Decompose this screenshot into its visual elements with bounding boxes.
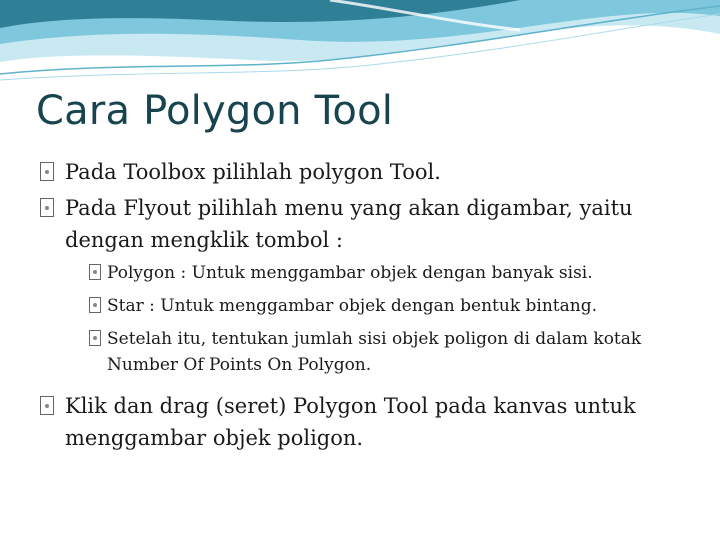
- box-bullet-icon: [89, 330, 101, 346]
- box-bullet-icon: [40, 162, 54, 181]
- box-bullet-icon: [89, 297, 101, 313]
- header-wave-decoration: [0, 0, 720, 90]
- sub-bullet-item: [89, 326, 700, 378]
- sub-bullet-text: Polygon : Untuk menggambar objek dengan banyak sisi.: [107, 263, 593, 283]
- slide-title: Cara Polygon Tool: [36, 88, 394, 134]
- bullet-item: [40, 156, 700, 188]
- bullet-list: [40, 156, 700, 458]
- sub-bullet-text: Setelah itu, tentukan jumlah sisi objek poligon di dalam kotak Number Of Points On Polygon.: [107, 329, 642, 375]
- bullet-item: [40, 390, 700, 454]
- box-bullet-icon: [89, 264, 101, 280]
- sub-bullet-item: [89, 260, 700, 286]
- sub-bullet-item: [89, 293, 700, 319]
- bullet-text: Pada Flyout pilihlah menu yang akan digambar, yaitu dengan mengklik tombol :: [65, 196, 633, 252]
- bullet-item: [40, 192, 700, 256]
- sub-bullet-text: Star : Untuk menggambar objek dengan bentuk bintang.: [107, 296, 597, 316]
- box-bullet-icon: [40, 396, 54, 415]
- box-bullet-icon: [40, 198, 54, 217]
- bullet-text: Pada Toolbox pilihlah polygon Tool.: [65, 160, 441, 184]
- bullet-text: Klik dan drag (seret) Polygon Tool pada kanvas untuk menggambar objek poligon.: [65, 394, 636, 450]
